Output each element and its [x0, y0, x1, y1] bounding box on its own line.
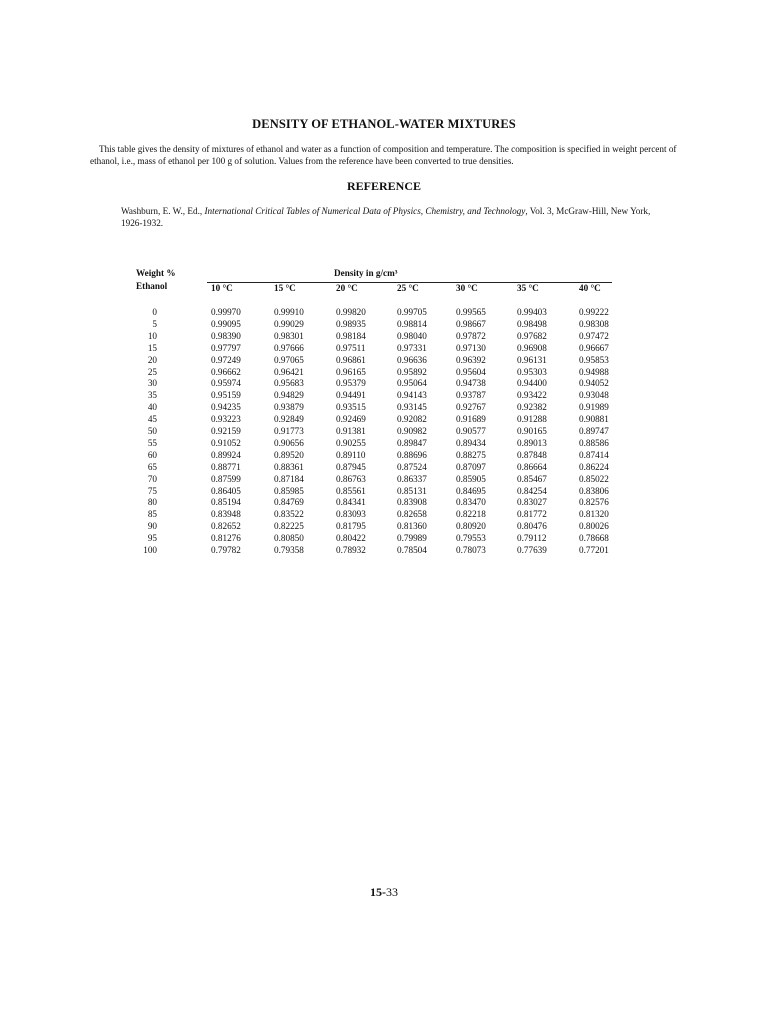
density-cell: 0.92469: [336, 414, 366, 425]
density-cell: 0.85905: [456, 473, 486, 484]
weight-percent-cell: 50: [147, 426, 157, 436]
density-cell: 0.94491: [336, 390, 366, 401]
density-cell: 0.88771: [211, 461, 241, 472]
page-footer: [0, 885, 768, 900]
density-cell: 0.79782: [211, 545, 241, 555]
weight-percent-cell: 0: [152, 307, 157, 317]
density-cell: 0.99565: [456, 307, 486, 317]
density-cell: 0.91381: [336, 426, 366, 436]
weight-percent-cell: 100: [143, 545, 157, 555]
density-cell: 0.78668: [579, 533, 609, 544]
density-cell: 0.80422: [336, 533, 366, 544]
density-cell: 0.81276: [211, 533, 241, 544]
reference-work-title: International Critical Tables of Numerical Data of Physics, Chemistry, and Technology: [204, 206, 526, 216]
density-cell: 0.83027: [517, 497, 547, 508]
density-cell: 0.79112: [517, 533, 547, 544]
density-cell: 0.96662: [211, 366, 241, 377]
density-cell: 0.93515: [336, 402, 366, 413]
first-col-header-line2: Ethanol: [136, 281, 168, 291]
page-number: 33: [386, 885, 398, 899]
weight-percent-cell: 20: [147, 354, 157, 365]
density-cell: 0.97511: [336, 342, 366, 353]
density-cell: 0.78504: [397, 545, 427, 555]
density-cell: 0.88586: [579, 437, 609, 448]
density-cell: 0.82576: [579, 497, 609, 508]
density-cell: 0.89013: [517, 437, 547, 448]
density-cell: 0.95159: [211, 390, 241, 401]
density-cell: 0.85467: [517, 473, 547, 484]
density-cell: 0.82218: [456, 509, 486, 520]
density-cell: 0.83470: [456, 497, 486, 508]
density-cell: 0.97472: [579, 330, 609, 341]
first-col-header-line1: Weight %: [136, 268, 176, 278]
density-cell: 0.92382: [517, 402, 547, 413]
density-cell: 0.95379: [336, 378, 366, 389]
density-cell: 0.80920: [456, 521, 486, 532]
reference-authors: Washburn, E. W., Ed.,: [121, 206, 205, 216]
density-cell: 0.95853: [579, 354, 609, 365]
density-cell: 0.95892: [397, 366, 427, 377]
chapter-number: 15-: [370, 885, 386, 899]
density-cell: 0.96908: [517, 342, 547, 353]
density-cell: 0.91989: [579, 402, 609, 413]
density-cell: 0.85131: [397, 485, 427, 496]
density-cell: 0.99970: [211, 307, 241, 317]
density-cell: 0.98814: [397, 318, 427, 329]
density-cell: 0.80476: [517, 521, 547, 532]
density-cell: 0.95303: [517, 366, 547, 377]
weight-percent-cell: 95: [147, 533, 157, 544]
density-cell: 0.89847: [397, 437, 427, 448]
density-cell: 0.97331: [397, 342, 427, 353]
density-cell: 0.88361: [274, 461, 304, 472]
density-cell: 0.87599: [211, 473, 241, 484]
density-cell: 0.90577: [456, 426, 486, 436]
density-cell: 0.88696: [397, 449, 427, 460]
density-cell: 0.85985: [274, 485, 304, 496]
intro-paragraph: This table gives the density of mixtures of ethanol and water as a function of composition and temperature. The composition is specified in weight percent of ethanol, i.e., mass of ethanol per 100 g of solution. Values from the reference have been converted to true densities.: [90, 144, 677, 166]
density-cell: 0.94052: [579, 378, 609, 389]
density-cell: 0.99403: [517, 307, 547, 317]
density-cell: 0.91689: [456, 414, 486, 425]
density-cell: 0.96165: [336, 366, 366, 377]
weight-percent-cell: 60: [147, 449, 157, 460]
density-cell: 0.85561: [336, 485, 366, 496]
density-cell: 0.89924: [211, 449, 241, 460]
weight-percent-cell: 80: [147, 497, 157, 508]
density-cell: 0.94829: [274, 390, 304, 401]
density-cell: 0.90165: [517, 426, 547, 436]
weight-percent-cell: 40: [147, 402, 157, 413]
density-cell: 0.82225: [274, 521, 304, 532]
density-cell: 0.93422: [517, 390, 547, 401]
density-cell: 0.93223: [211, 414, 241, 425]
density-cell: 0.90982: [397, 426, 427, 436]
density-cell: 0.97249: [211, 354, 241, 365]
density-cell: 0.97797: [211, 342, 241, 353]
density-cell: 0.96392: [456, 354, 486, 365]
reference-heading: REFERENCE: [346, 179, 421, 193]
density-cell: 0.79989: [397, 533, 427, 544]
density-cell: 0.99222: [579, 307, 609, 317]
weight-percent-cell: 65: [147, 461, 157, 472]
density-cell: 0.90255: [336, 437, 366, 448]
density-cell: 0.78932: [336, 545, 366, 555]
density-cell: 0.97682: [517, 330, 547, 341]
density-cell: 0.98184: [336, 330, 366, 341]
density-cell: 0.88275: [456, 449, 486, 460]
column-header: 15 °C: [274, 283, 296, 293]
density-cell: 0.81320: [579, 509, 609, 520]
weight-percent-cell: 55: [147, 437, 157, 448]
density-cell: 0.82652: [211, 521, 241, 532]
weight-percent-cell: 90: [147, 521, 157, 532]
density-cell: 0.99910: [274, 307, 304, 317]
density-cell: 0.92849: [274, 414, 304, 425]
density-cell: 0.95683: [274, 378, 304, 389]
density-cell: 0.91288: [517, 414, 547, 425]
density-cell: 0.83093: [336, 509, 366, 520]
density-cell: 0.91052: [211, 437, 241, 448]
density-cell: 0.86224: [579, 461, 609, 472]
density-cell: 0.98498: [517, 318, 547, 329]
column-header: 20 °C: [336, 283, 358, 293]
density-cell: 0.96861: [336, 354, 366, 365]
weight-percent-cell: 75: [147, 485, 157, 496]
weight-percent-cell: 30: [147, 378, 157, 389]
density-cell: 0.93787: [456, 390, 486, 401]
density-cell: 0.94988: [579, 366, 609, 377]
weight-percent-cell: 15: [147, 342, 157, 353]
density-cell: 0.99029: [274, 318, 304, 329]
density-cell: 0.96667: [579, 342, 609, 353]
density-cell: 0.86664: [517, 461, 547, 472]
density-cell: 0.92159: [211, 426, 241, 436]
density-cell: 0.94235: [211, 402, 241, 413]
weight-percent-cell: 45: [147, 414, 157, 425]
density-cell: 0.97130: [456, 342, 486, 353]
density-cell: 0.81795: [336, 521, 366, 532]
density-cell: 0.83522: [274, 509, 304, 520]
density-cell: 0.85022: [579, 473, 609, 484]
density-cell: 0.98667: [456, 318, 486, 329]
density-cell: 0.94738: [456, 378, 486, 389]
density-cell: 0.84695: [456, 485, 486, 496]
density-cell: 0.87848: [517, 449, 547, 460]
density-cell: 0.86763: [336, 473, 366, 484]
density-cell: 0.95604: [456, 366, 486, 377]
density-cell: 0.80850: [274, 533, 304, 544]
weight-percent-cell: 35: [147, 390, 157, 401]
density-cell: 0.86337: [397, 473, 427, 484]
density-cell: 0.92767: [456, 402, 486, 413]
density-cell: 0.90881: [579, 414, 609, 425]
weight-percent-cell: 10: [147, 330, 157, 341]
density-cell: 0.98301: [274, 330, 304, 341]
density-cell: 0.79358: [274, 545, 304, 555]
column-header: 10 °C: [211, 283, 233, 293]
density-cell: 0.81772: [517, 509, 547, 520]
density-cell: 0.96421: [274, 366, 304, 377]
density-cell: 0.82658: [397, 509, 427, 520]
density-cell: 0.89110: [336, 449, 366, 460]
density-cell: 0.94400: [517, 378, 547, 389]
density-cell: 0.93145: [397, 402, 427, 413]
density-cell: 0.83948: [211, 509, 241, 520]
density-cell: 0.87524: [397, 461, 427, 472]
column-header: 25 °C: [397, 283, 419, 293]
density-cell: 0.90656: [274, 437, 304, 448]
density-cell: 0.84341: [336, 497, 366, 508]
density-cell: 0.79553: [456, 533, 486, 544]
reference-details: , Vol. 3, McGraw-Hill, New York, 1926-1932.: [121, 206, 651, 228]
density-cell: 0.97666: [274, 342, 304, 353]
density-cell: 0.89747: [579, 426, 609, 436]
density-cell: 0.87097: [456, 461, 486, 472]
density-cell: 0.83806: [579, 485, 609, 496]
density-cell: 0.99095: [211, 318, 241, 329]
density-cell: 0.92082: [397, 414, 427, 425]
density-cell: 0.81360: [397, 521, 427, 532]
density-cell: 0.87414: [579, 449, 609, 460]
density-cell: 0.96636: [397, 354, 427, 365]
density-cell: 0.84254: [517, 485, 547, 496]
density-cell: 0.87945: [336, 461, 366, 472]
density-cell: 0.97872: [456, 330, 486, 341]
column-header: 40 °C: [579, 283, 601, 293]
density-cell: 0.99820: [336, 307, 366, 317]
weight-percent-cell: 5: [152, 318, 157, 329]
column-header: 35 °C: [517, 283, 539, 293]
density-cell: 0.95974: [211, 378, 241, 389]
density-cell: 0.78073: [456, 545, 486, 555]
density-cell: 0.89520: [274, 449, 304, 460]
column-header: 30 °C: [456, 283, 478, 293]
density-cell: 0.94143: [397, 390, 427, 401]
density-cell: 0.93048: [579, 390, 609, 401]
density-cell: 0.83908: [397, 497, 427, 508]
density-cell: 0.96131: [517, 354, 547, 365]
density-cell: 0.93879: [274, 402, 304, 413]
density-cell: 0.99705: [397, 307, 427, 317]
density-cell: 0.98935: [336, 318, 366, 329]
density-cell: 0.98390: [211, 330, 241, 341]
density-cell: 0.84769: [274, 497, 304, 508]
density-cell: 0.77639: [517, 545, 547, 555]
density-cell: 0.77201: [579, 545, 609, 555]
density-cell: 0.89434: [456, 437, 486, 448]
weight-percent-cell: 70: [147, 473, 157, 484]
density-group-header: Density in g/cm³: [334, 268, 398, 278]
density-cell: 0.86405: [211, 485, 241, 496]
density-cell: 0.85194: [211, 497, 241, 508]
density-cell: 0.80026: [579, 521, 609, 532]
density-cell: 0.87184: [274, 473, 304, 484]
density-cell: 0.98308: [579, 318, 609, 329]
weight-percent-cell: 85: [147, 509, 157, 520]
density-cell: 0.98040: [397, 330, 427, 341]
density-cell: 0.95064: [397, 378, 427, 389]
density-cell: 0.91773: [274, 426, 304, 436]
weight-percent-cell: 25: [147, 366, 157, 377]
density-cell: 0.97065: [274, 354, 304, 365]
document-title: DENSITY OF ETHANOL-WATER MIXTURES: [252, 117, 516, 131]
